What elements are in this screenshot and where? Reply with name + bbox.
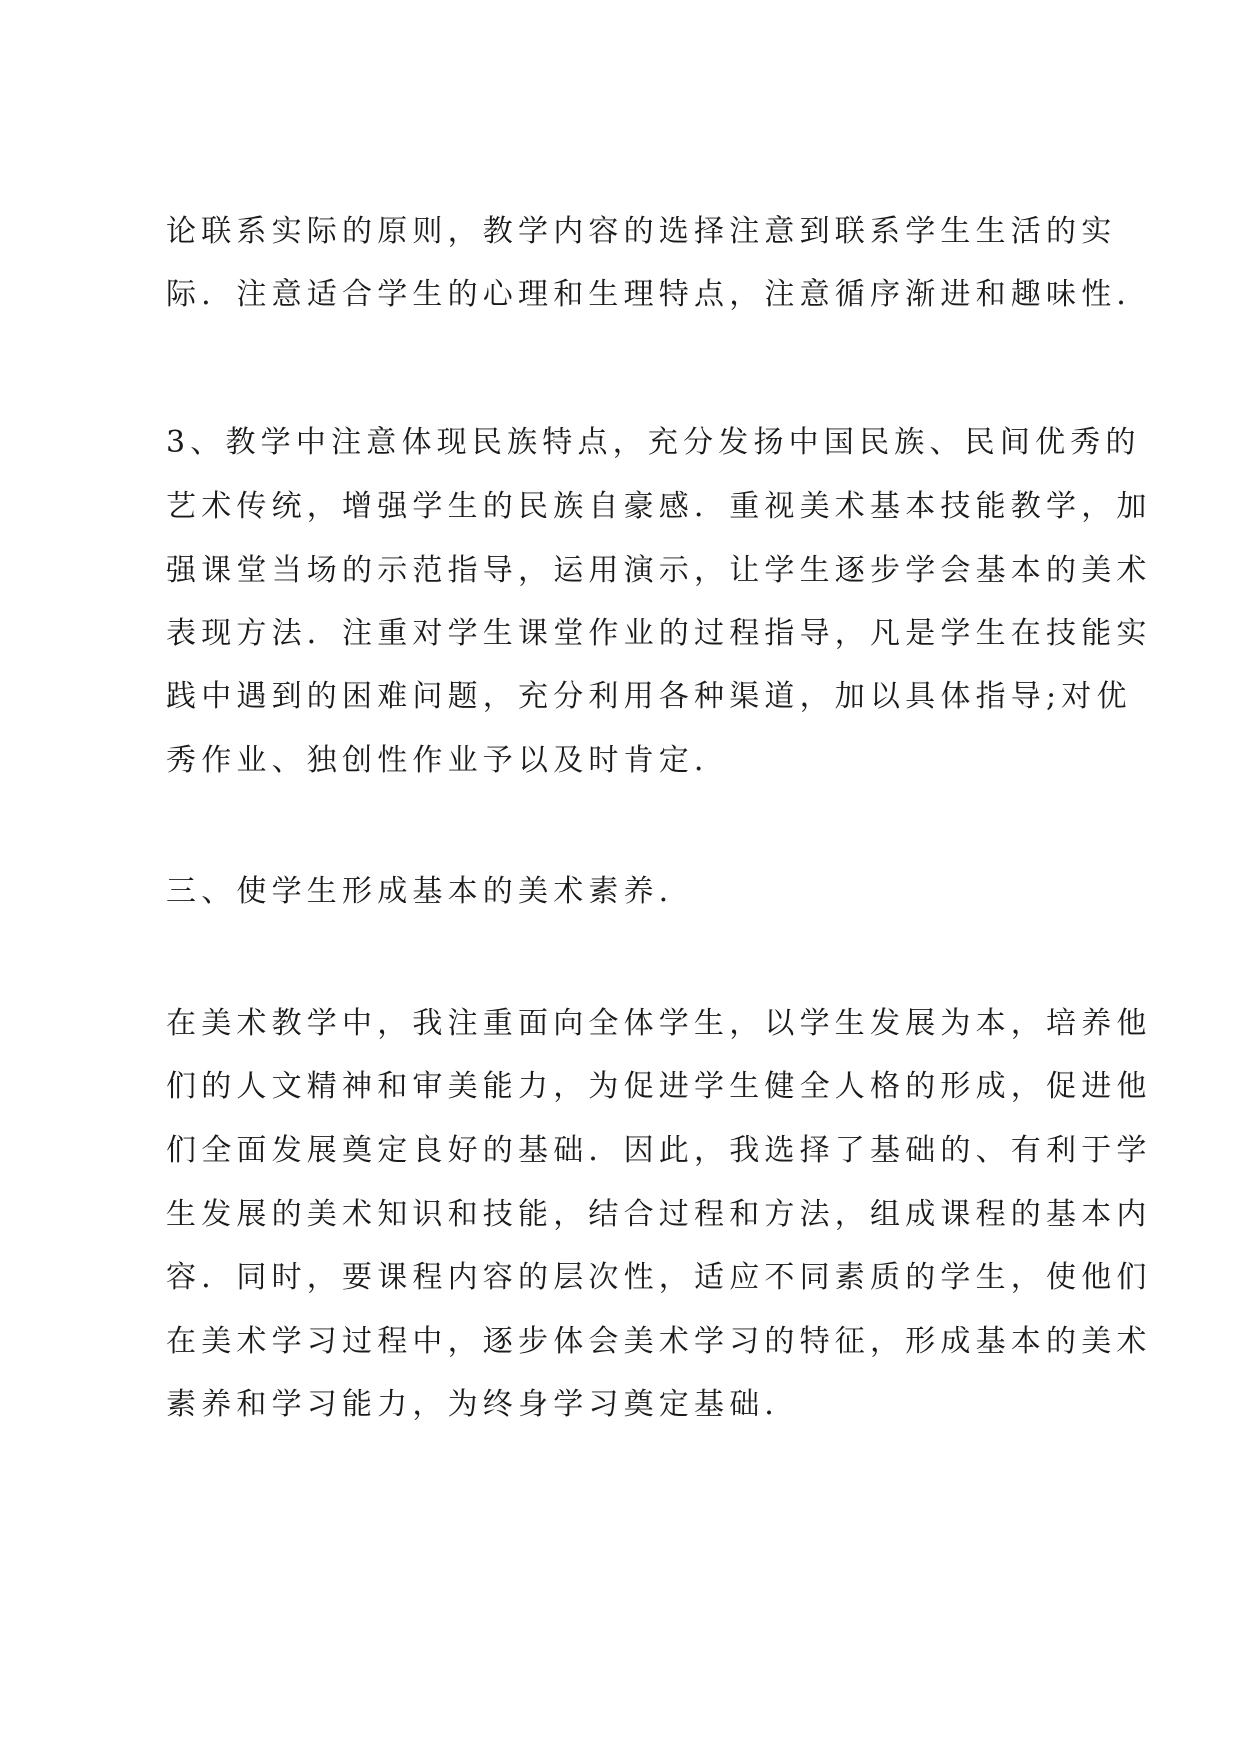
text-line: 艺术传统，增强学生的民族自豪感．重视美术基本技能教学，加: [166, 489, 1152, 524]
text-line: 三、使学生形成基本的美术素养．: [166, 874, 694, 909]
text-line: 们全面发展奠定良好的基础．因此，我选择了基础的、有利于学: [166, 1133, 1152, 1168]
text-line: 际．注意适合学生的心理和生理特点，注意循序渐进和趣味性．: [166, 277, 1152, 312]
text-line: 容．同时，要课程内容的层次性，适应不同素质的学生，使他们: [166, 1260, 1152, 1295]
text-line: 强课堂当场的示范指导，运用演示，让学生逐步学会基本的美术: [166, 553, 1152, 588]
text-line: 论联系实际的原则，教学内容的选择注意到联系学生生活的实: [166, 214, 1117, 249]
text-line: 在美术教学中，我注重面向全体学生，以学生发展为本，培养他: [166, 1006, 1152, 1041]
text-line: 践中遇到的困难问题，充分利用各种渠道，加以具体指导;对优: [166, 679, 1132, 714]
text-line: 秀作业、独创性作业予以及时肯定．: [166, 743, 730, 778]
text-line: 表现方法．注重对学生课堂作业的过程指导，凡是学生在技能实: [166, 616, 1152, 651]
text-line: 在美术学习过程中，逐步体会美术学习的特征，形成基本的美术: [166, 1324, 1152, 1359]
text-line: 3、教学中注意体现民族特点，充分发扬中国民族、民间优秀的: [166, 425, 1141, 460]
text-line: 生发展的美术知识和技能，结合过程和方法，组成课程的基本内: [166, 1197, 1152, 1232]
text-line: 素养和学习能力，为终身学习奠定基础．: [166, 1387, 800, 1422]
text-line: 们的人文精神和审美能力，为促进学生健全人格的形成，促进他: [166, 1069, 1152, 1104]
